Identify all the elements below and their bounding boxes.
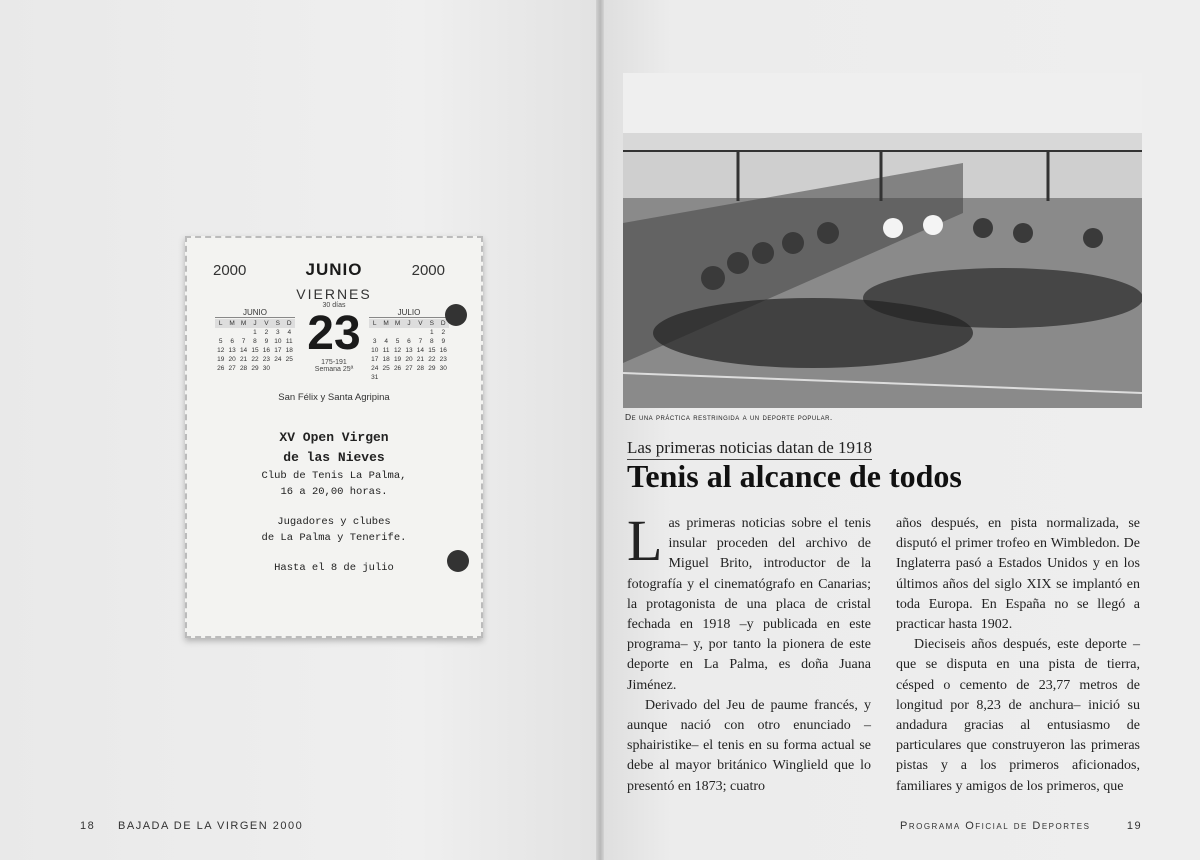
mini-calendar-day: 8 — [430, 338, 434, 345]
calendar-event — [187, 428, 481, 576]
weekday-letter: S — [272, 319, 283, 328]
tennis-photo — [623, 73, 1142, 408]
mini-calendar-day: 18 — [285, 347, 293, 354]
punch-hole — [445, 304, 467, 326]
calendar-year-right: 2000 — [411, 262, 445, 279]
mini-calendar-day: 13 — [228, 347, 236, 354]
calendar-sheet — [185, 236, 483, 638]
mini-calendar-day: 10 — [371, 347, 379, 354]
mini-calendar-day: 21 — [416, 356, 425, 363]
calendar-day-number: 23 — [307, 307, 361, 360]
mini-calendar-day: 8 — [253, 338, 257, 345]
mini-calendar-day: 10 — [274, 338, 282, 345]
mini-calendar-day: 9 — [441, 338, 446, 345]
mini-calendar-day: 27 — [405, 365, 413, 372]
event-title-1: XV Open Virgen — [279, 430, 389, 445]
mini-calendar-day: 3 — [372, 338, 377, 345]
mini-calendar-day: 7 — [418, 338, 423, 345]
mini-calendar-day: 11 — [382, 347, 390, 354]
mini-calendar-day: 11 — [285, 338, 293, 345]
weekday-letter: M — [392, 319, 403, 328]
mini-calendar-day: 20 — [405, 356, 413, 363]
mini-calendar-day: 15 — [428, 347, 436, 354]
weekday-letter: M — [238, 319, 249, 328]
mini-calendar-day: 1 — [253, 329, 257, 336]
mini-calendar-day — [380, 328, 391, 337]
mini-calendar-day: 28 — [416, 365, 425, 372]
paragraph — [627, 508, 871, 696]
mini-calendar-day: 4 — [384, 338, 388, 345]
mini-calendar-day: 20 — [228, 356, 236, 363]
mini-calendar-day: 7 — [241, 338, 246, 345]
running-title: BAJADA DE LA VIRGEN 2000 — [118, 820, 304, 832]
mini-calendar-day: 23 — [262, 356, 271, 363]
book-gutter — [596, 0, 604, 860]
page-number: 19 — [1126, 820, 1143, 832]
mini-calendar-day — [369, 328, 380, 337]
mini-calendar-day: 23 — [439, 356, 447, 363]
week-number: Semana 25ª — [314, 366, 354, 373]
mini-calendar-july — [369, 308, 449, 382]
mini-calendar-title: JUNIO — [215, 308, 295, 318]
paragraph: años después, en pista normalizada, se disputó el primer trofeo en Wimbledon. De Inglaterra pasó a Estados Unidos y en los últimos años del siglo XIX se implantó en toda Europa. En España no se llegó a practicar hasta 1902. — [896, 516, 1140, 633]
mini-calendar-day: 15 — [251, 347, 259, 354]
mini-calendar-day: 30 — [439, 365, 447, 372]
weekday-letter: L — [215, 319, 226, 328]
mini-calendar-day: 25 — [382, 365, 390, 372]
photo-caption: De una práctica restringida a un deporte popular. — [625, 412, 833, 422]
mini-calendar-day: 28 — [239, 365, 248, 372]
mini-calendar-day: 29 — [428, 365, 436, 372]
weekday-letter: M — [226, 319, 237, 328]
running-title: Programa Oficial de Deportes — [900, 820, 1091, 832]
mini-calendar-day: 25 — [285, 356, 293, 363]
mini-calendar-day: 9 — [264, 338, 269, 345]
event-line: Hasta el 8 de julio — [274, 562, 394, 574]
mini-calendar-day: 27 — [228, 365, 236, 372]
mini-calendar-day: 29 — [251, 365, 259, 372]
event-line: Club de Tenis La Palma, — [261, 470, 407, 482]
paragraph: Dieciseis años después, este deporte –que se disputa en una pista de tierra, césped o cemento de 23,77 metros de longitud por 8,23 de anchura– inició su andadura gracias al entusiasmo de particulares que construyeron las primeras pistas y a los primeros aficionados, familiares y amigos de los primeros, que — [896, 637, 1140, 794]
event-line: de La Palma y Tenerife. — [261, 532, 407, 544]
mini-calendar-day: 3 — [276, 329, 280, 336]
mini-calendar-day: 17 — [274, 347, 282, 354]
event-line: Jugadores y clubes — [277, 516, 391, 528]
mini-calendar-day: 19 — [217, 356, 225, 363]
mini-calendar-day — [392, 328, 403, 337]
mini-calendar-day: 1 — [430, 329, 434, 336]
weekday-letter: J — [403, 319, 414, 328]
paragraph: Derivado del Jeu de paume francés, y aunque nació con otro enunciado –sphairistike– el tenis en su forma actual se debe al mayor británico Winglield que lo presentó en 1873; cuatro — [627, 697, 871, 794]
weekday-letter: M — [380, 319, 391, 328]
article-kicker: Las primeras noticias datan de 1918 — [627, 438, 872, 460]
mini-calendar-day — [415, 328, 426, 337]
weekday-letter: V — [415, 319, 426, 328]
mini-calendar-day: 14 — [239, 347, 248, 354]
mini-calendar-day: 21 — [239, 356, 248, 363]
mini-calendar-day: 30 — [262, 365, 271, 372]
weekday-letter: L — [369, 319, 380, 328]
mini-calendar-day: 24 — [371, 365, 379, 372]
mini-calendar-day: 24 — [274, 356, 282, 363]
mini-calendar-day — [403, 328, 414, 337]
weekday-letter: V — [261, 319, 272, 328]
calendar-saints: San Félix y Santa Agripina — [278, 392, 390, 403]
drop-cap: L — [627, 508, 663, 573]
right-folio — [900, 820, 1142, 832]
mini-calendar-day: 17 — [371, 356, 379, 363]
mini-calendar-day: 6 — [407, 338, 411, 345]
mini-calendar-title: JULIO — [369, 308, 449, 318]
mini-calendar-day: 31 — [371, 374, 379, 381]
calendar-year-left: 2000 — [213, 262, 247, 279]
mini-calendar-day: 4 — [287, 329, 292, 336]
calendar-month: JUNIO — [305, 260, 363, 279]
mini-calendar-day: 2 — [264, 329, 269, 336]
article-column-2 — [896, 514, 1140, 797]
mini-calendar-day: 16 — [262, 347, 271, 354]
event-title-2: de las Nieves — [283, 450, 385, 465]
mini-calendar-day: 26 — [393, 365, 402, 372]
mini-calendar-day: 19 — [393, 356, 402, 363]
weekday-letter: J — [249, 319, 260, 328]
mini-calendar-day: 5 — [218, 338, 223, 345]
mini-calendar-day: 14 — [416, 347, 425, 354]
weekday-letter: S — [426, 319, 437, 328]
weekday-letter: D — [438, 319, 449, 328]
weekday-letter: D — [284, 319, 295, 328]
punch-hole — [447, 550, 469, 572]
mini-calendar-day: 12 — [217, 347, 225, 354]
mini-calendar-day: 18 — [382, 356, 390, 363]
paragraph-text: as primeras noticias sobre el tenis insular proceden del archivo de Miguel Brito, introductor de la fotografía y el cinematógrafo en Canarias; la protagonista de una placa de cristal fechada en 1918 –y publicada en este programa– y, por tanto la pionera de este deporte en La Palma, es doña Juana Jiménez. — [627, 516, 871, 693]
mini-calendar-grid — [369, 319, 449, 382]
day-count: 175-191 — [321, 359, 347, 366]
mini-calendar-day: 22 — [428, 356, 436, 363]
mini-calendar-day: 6 — [230, 338, 234, 345]
left-folio — [80, 820, 303, 832]
mini-calendar-day: 12 — [393, 347, 402, 354]
mini-calendar-day: 16 — [439, 347, 447, 354]
mini-calendar-day: 22 — [251, 356, 259, 363]
article-column-1 — [627, 508, 871, 797]
mini-calendar-day: 13 — [405, 347, 413, 354]
mini-calendar-day: 5 — [395, 338, 400, 345]
event-line: 16 a 20,00 horas. — [280, 486, 388, 498]
calendar-weekday: VIERNES — [296, 286, 372, 302]
page-number: 18 — [80, 820, 96, 832]
mini-calendar-day: 26 — [217, 365, 225, 372]
days-in-month: 30 días — [322, 302, 346, 309]
mini-calendar-day: 2 — [441, 329, 446, 336]
article-headline: Tenis al alcance de todos — [627, 458, 962, 494]
